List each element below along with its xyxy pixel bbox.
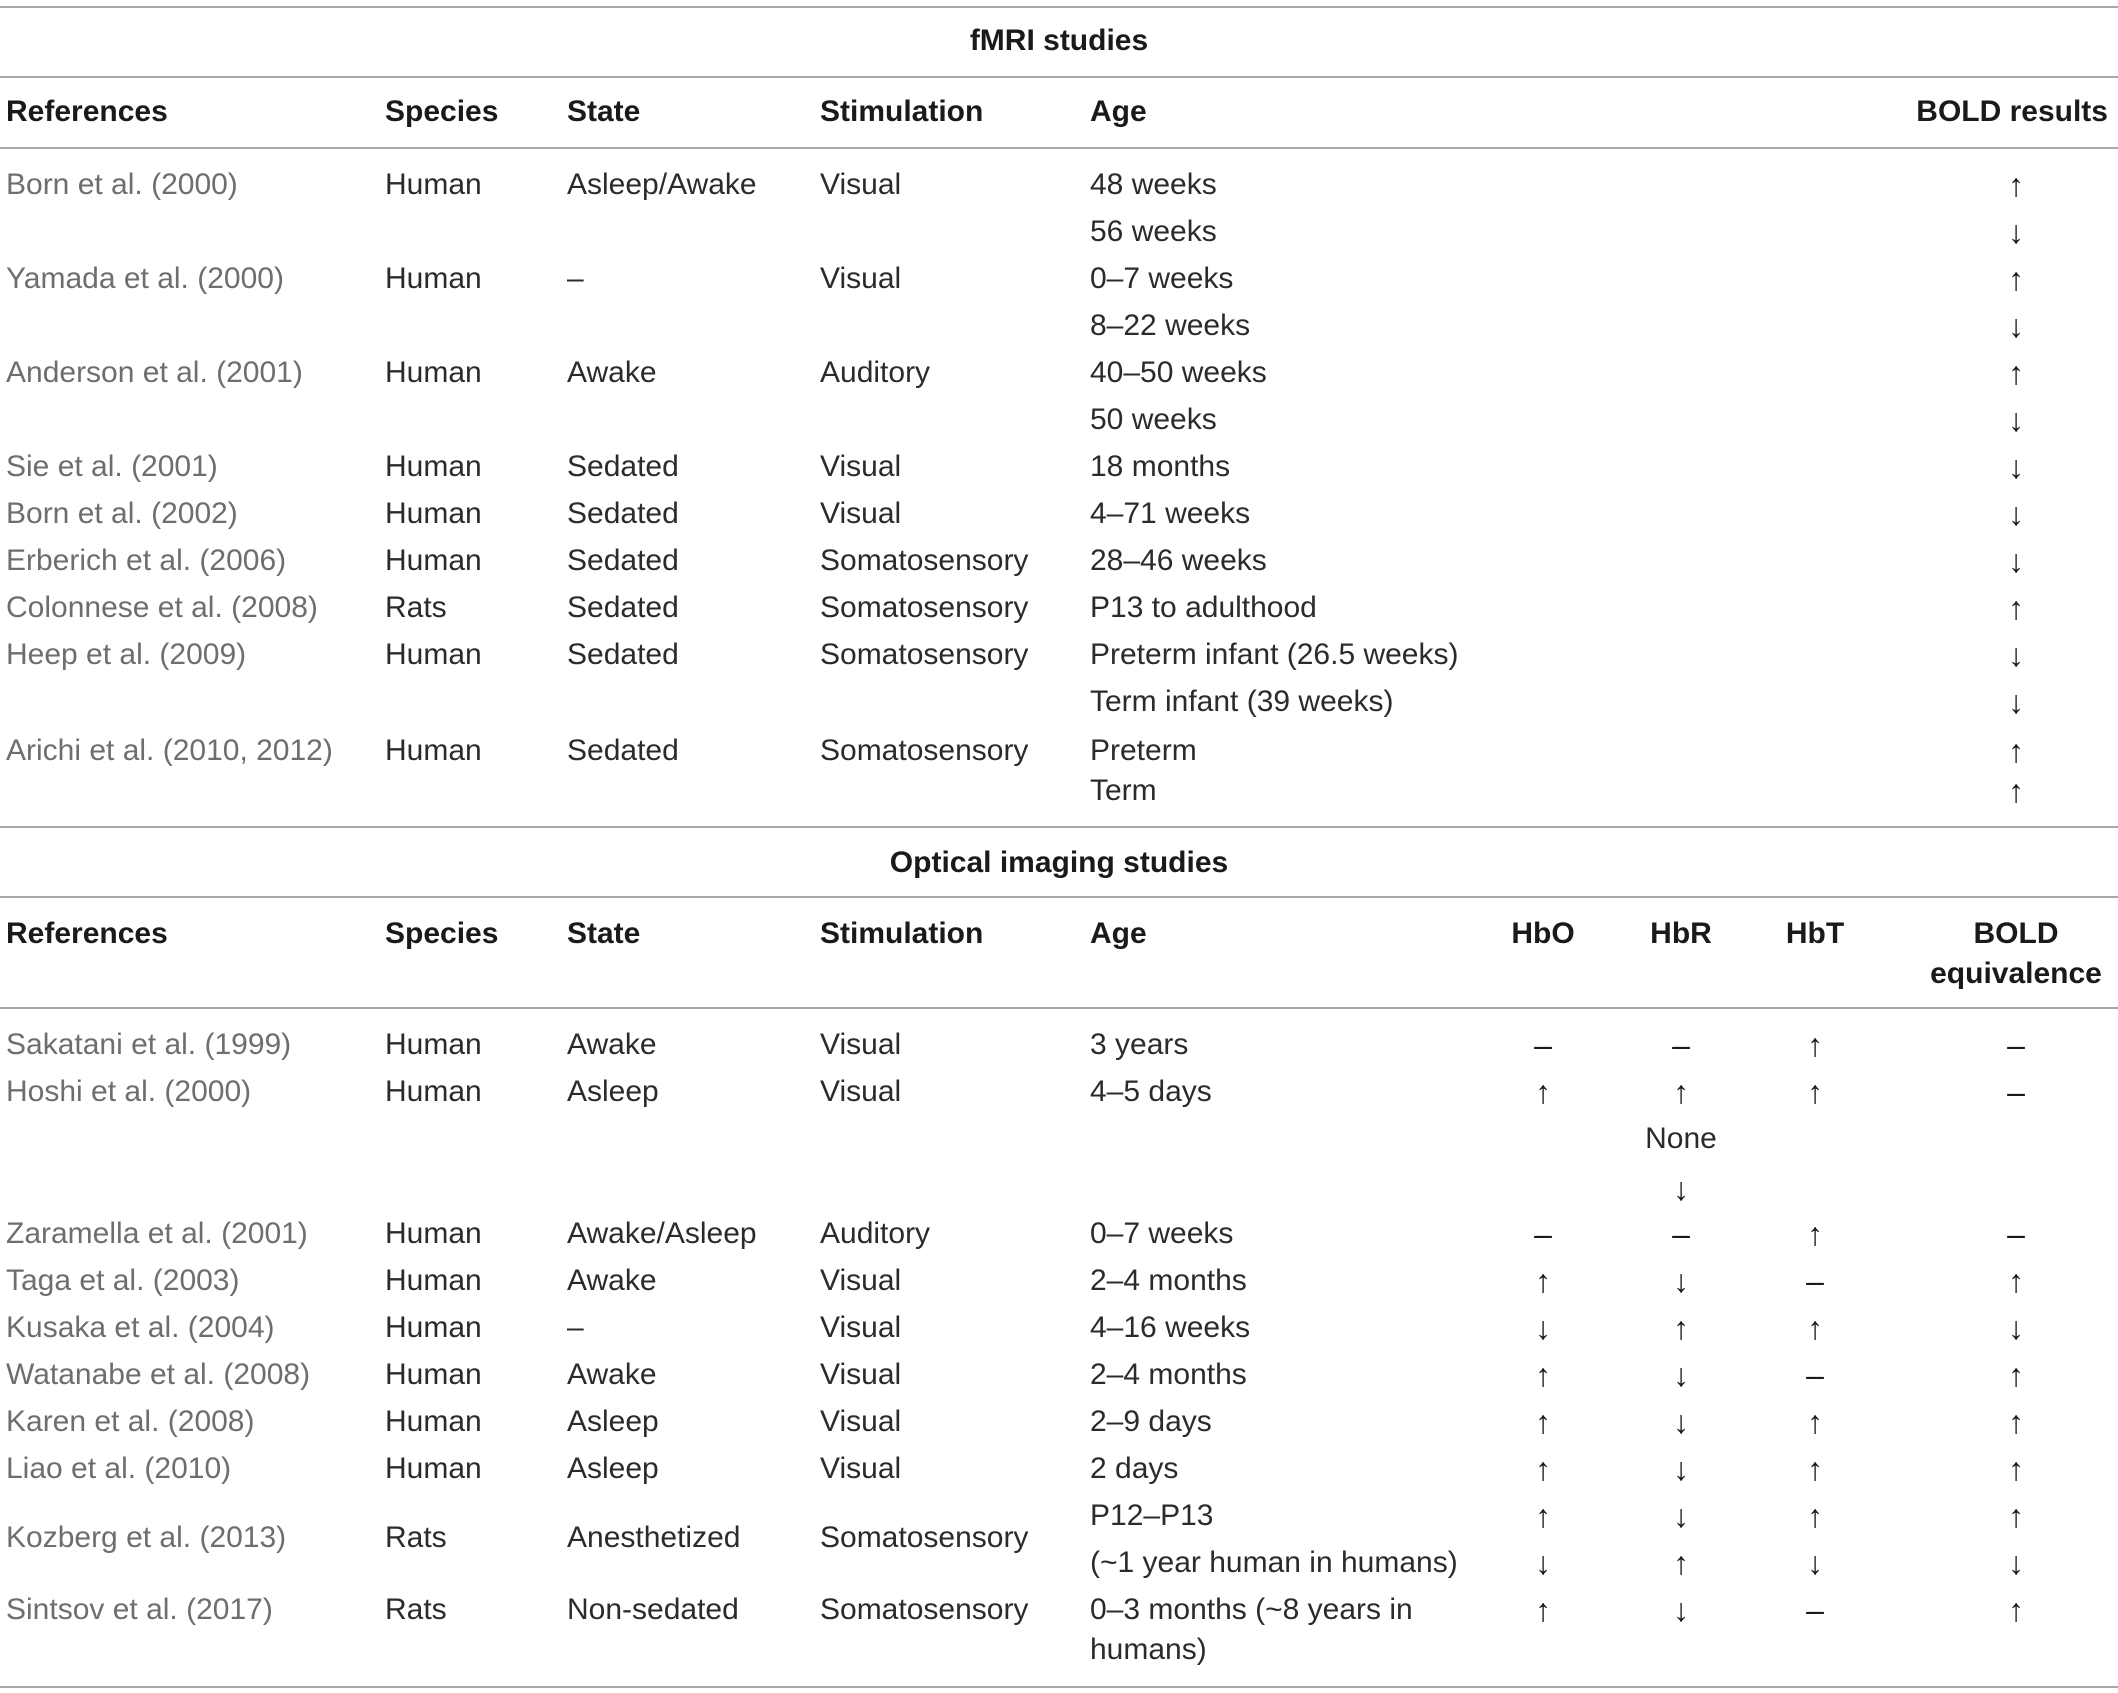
optical-header-bold-equivalence-line2: equivalence [1930, 957, 2102, 990]
cell-stimulation: Auditory [820, 356, 931, 389]
cell-bold-result: ↑ [2008, 733, 2024, 769]
cell-age: (~1 year human in humans) [1090, 1546, 1458, 1579]
cell-hbo: ↓ [1535, 1545, 1551, 1581]
cell-bold-result: ↓ [2008, 449, 2024, 485]
cell-reference: Sakatani et al. (1999) [6, 1028, 292, 1061]
cell-bold-result: ↓ [2008, 214, 2024, 250]
cell-age: 40–50 weeks [1090, 356, 1267, 389]
cell-species: Human [385, 1358, 482, 1391]
cell-bold-equivalence: ↑ [2008, 1357, 2024, 1393]
cell-bold-result: ↑ [2008, 773, 2024, 809]
cell-reference: Erberich et al. (2006) [6, 544, 287, 577]
cell-age: 2–9 days [1090, 1405, 1212, 1438]
cell-state: Asleep [567, 1452, 659, 1485]
cell-reference: Arichi et al. (2010, 2012) [6, 734, 333, 767]
cell-bold-equivalence: – [2007, 1074, 2025, 1110]
cell-state: Awake [567, 1028, 657, 1061]
cell-species: Human [385, 1311, 482, 1344]
cell-age: Preterm [1090, 734, 1197, 767]
optical-header-references: References [6, 917, 168, 950]
cell-species: Human [385, 1028, 482, 1061]
cell-hbt: ↑ [1807, 1451, 1823, 1487]
cell-age: 18 months [1090, 450, 1231, 483]
cell-bold-result: ↑ [2008, 167, 2024, 203]
cell-age: 4–71 weeks [1090, 497, 1251, 530]
cell-species: Rats [385, 1593, 447, 1626]
cell-state: Asleep [567, 1075, 659, 1108]
cell-bold-equivalence: ↑ [2008, 1404, 2024, 1440]
cell-hbo: ↑ [1535, 1357, 1551, 1393]
cell-reference: Kozberg et al. (2013) [6, 1521, 287, 1554]
cell-state: Sedated [567, 591, 679, 624]
cell-hbr: ↓ [1673, 1451, 1689, 1487]
section-divider-rule [0, 826, 2118, 828]
fmri-header-stimulation: Stimulation [820, 95, 984, 128]
cell-bold-result: ↓ [2008, 543, 2024, 579]
cell-hbt: ↑ [1807, 1074, 1823, 1110]
cell-stimulation: Somatosensory [820, 638, 1029, 671]
cell-state: Asleep [567, 1405, 659, 1438]
cell-bold-equivalence: ↑ [2008, 1498, 2024, 1534]
cell-species: Human [385, 262, 482, 295]
cell-age: 48 weeks [1090, 168, 1217, 201]
fmri-section-title: fMRI studies [969, 24, 1149, 57]
cell-age: P12–P13 [1090, 1499, 1214, 1532]
cell-stimulation: Somatosensory [820, 734, 1029, 767]
cell-bold-equivalence: ↑ [2008, 1592, 2024, 1628]
cell-reference: Taga et al. (2003) [6, 1264, 240, 1297]
cell-species: Human [385, 1405, 482, 1438]
cell-species: Human [385, 544, 482, 577]
cell-reference: Watanabe et al. (2008) [6, 1358, 311, 1391]
cell-hbr: ↓ [1673, 1404, 1689, 1440]
fmri-header-bold-results: BOLD results [1916, 95, 2108, 128]
cell-hbo: – [1534, 1216, 1552, 1252]
cell-bold-result: ↓ [2008, 402, 2024, 438]
cell-age: 50 weeks [1090, 403, 1217, 436]
cell-bold-result: ↓ [2008, 496, 2024, 532]
cell-bold-result: ↑ [2008, 261, 2024, 297]
cell-reference: Zaramella et al. (2001) [6, 1217, 308, 1250]
cell-stimulation: Visual [820, 1358, 902, 1391]
optical-header-age: Age [1090, 917, 1147, 950]
bottom-rule [0, 1686, 2118, 1688]
cell-bold-result: ↓ [2008, 308, 2024, 344]
cell-hbt: ↑ [1807, 1027, 1823, 1063]
cell-hbt: ↑ [1807, 1498, 1823, 1534]
cell-hbo: ↑ [1535, 1498, 1551, 1534]
cell-age: 3 years [1090, 1028, 1189, 1061]
cell-stimulation: Visual [820, 262, 902, 295]
cell-stimulation: Somatosensory [820, 544, 1029, 577]
cell-bold-result: ↑ [2008, 590, 2024, 626]
cell-reference: Kusaka et al. (2004) [6, 1311, 275, 1344]
cell-hbr: ↓ [1673, 1171, 1689, 1207]
cell-age: 2–4 months [1090, 1264, 1247, 1297]
cell-hbr: ↓ [1673, 1498, 1689, 1534]
cell-hbo: – [1534, 1027, 1552, 1063]
cell-state: Sedated [567, 544, 679, 577]
cell-age: 56 weeks [1090, 215, 1217, 248]
cell-reference: Yamada et al. (2000) [6, 262, 284, 295]
cell-bold-equivalence: – [2007, 1027, 2025, 1063]
cell-reference: Karen et al. (2008) [6, 1405, 255, 1438]
cell-state: Asleep/Awake [567, 168, 757, 201]
cell-species: Human [385, 168, 482, 201]
optical-header-hbr: HbR [1650, 917, 1712, 950]
cell-state: – [567, 1311, 584, 1344]
cell-stimulation: Visual [820, 168, 902, 201]
cell-state: Anesthetized [567, 1521, 741, 1554]
cell-bold-result: ↑ [2008, 355, 2024, 391]
cell-hbt: – [1806, 1263, 1824, 1299]
cell-hbr: ↑ [1673, 1545, 1689, 1581]
cell-state: Awake [567, 1264, 657, 1297]
cell-species: Rats [385, 591, 447, 624]
cell-reference: Sie et al. (2001) [6, 450, 218, 483]
cell-age: 8–22 weeks [1090, 309, 1251, 342]
cell-bold-equivalence: ↓ [2008, 1310, 2024, 1346]
cell-reference: Colonnese et al. (2008) [6, 591, 318, 624]
optical-header-hbt: HbT [1785, 917, 1845, 950]
cell-hbr: ↓ [1673, 1263, 1689, 1299]
cell-age: 0–7 weeks [1090, 1217, 1234, 1250]
optical-header-stimulation: Stimulation [820, 917, 984, 950]
cell-stimulation: Visual [820, 1028, 902, 1061]
cell-stimulation: Visual [820, 1311, 902, 1344]
cell-species: Human [385, 1075, 482, 1108]
cell-hbo: ↓ [1535, 1310, 1551, 1346]
cell-bold-equivalence: ↓ [2008, 1545, 2024, 1581]
cell-age: 0–7 weeks [1090, 262, 1234, 295]
cell-age: 4–5 days [1090, 1075, 1212, 1108]
cell-age: humans) [1090, 1633, 1207, 1666]
cell-bold-equivalence: ↑ [2008, 1451, 2024, 1487]
cell-hbo: ↑ [1535, 1404, 1551, 1440]
cell-state: Awake [567, 1358, 657, 1391]
cell-bold-result: ↓ [2008, 637, 2024, 673]
fmri-header-rule [0, 147, 2118, 149]
cell-stimulation: Visual [820, 1264, 902, 1297]
cell-bold-equivalence: ↑ [2008, 1263, 2024, 1299]
cell-hbr: None [1645, 1122, 1717, 1155]
cell-age: Term [1090, 774, 1157, 807]
cell-species: Human [385, 450, 482, 483]
cell-reference: Anderson et al. (2001) [6, 356, 303, 389]
cell-reference: Hoshi et al. (2000) [6, 1075, 252, 1108]
fmri-header-species: Species [385, 95, 499, 128]
cell-stimulation: Somatosensory [820, 1593, 1029, 1626]
fmri-header-age: Age [1090, 95, 1147, 128]
cell-age: 2–4 months [1090, 1358, 1247, 1391]
cell-hbo: ↑ [1535, 1592, 1551, 1628]
fmri-title-rule [0, 76, 2118, 78]
cell-hbr: ↓ [1673, 1592, 1689, 1628]
cell-age: 0–3 months (~8 years in [1090, 1593, 1413, 1626]
cell-state: Sedated [567, 638, 679, 671]
cell-reference: Born et al. (2002) [6, 497, 238, 530]
cell-stimulation: Visual [820, 1075, 902, 1108]
fmri-header-state: State [567, 95, 641, 128]
cell-reference: Liao et al. (2010) [6, 1452, 232, 1485]
cell-state: Awake/Asleep [567, 1217, 757, 1250]
optical-title-rule [0, 896, 2118, 898]
optical-section-title: Optical imaging studies [889, 846, 1229, 879]
cell-bold-equivalence: – [2007, 1216, 2025, 1252]
cell-state: Sedated [567, 497, 679, 530]
cell-hbo: ↑ [1535, 1263, 1551, 1299]
cell-state: – [567, 262, 584, 295]
cell-hbt: – [1806, 1592, 1824, 1628]
cell-hbt: ↓ [1807, 1545, 1823, 1581]
cell-age: Term infant (39 weeks) [1090, 685, 1394, 718]
cell-stimulation: Visual [820, 1452, 902, 1485]
cell-state: Sedated [567, 450, 679, 483]
cell-hbr: – [1672, 1027, 1690, 1063]
cell-hbt: ↑ [1807, 1310, 1823, 1346]
optical-header-species: Species [385, 917, 499, 950]
cell-stimulation: Somatosensory [820, 1521, 1029, 1554]
cell-species: Human [385, 356, 482, 389]
cell-reference: Sintsov et al. (2017) [6, 1593, 273, 1626]
cell-species: Rats [385, 1521, 447, 1554]
cell-state: Awake [567, 356, 657, 389]
cell-age: Preterm infant (26.5 weeks) [1090, 638, 1459, 671]
cell-age: 28–46 weeks [1090, 544, 1267, 577]
cell-bold-result: ↓ [2008, 684, 2024, 720]
cell-hbr: ↑ [1673, 1310, 1689, 1346]
optical-header-state: State [567, 917, 641, 950]
cell-species: Human [385, 497, 482, 530]
cell-species: Human [385, 1217, 482, 1250]
cell-stimulation: Visual [820, 1405, 902, 1438]
cell-state: Sedated [567, 734, 679, 767]
cell-reference: Born et al. (2000) [6, 168, 238, 201]
cell-stimulation: Somatosensory [820, 591, 1029, 624]
cell-hbr: – [1672, 1216, 1690, 1252]
cell-stimulation: Visual [820, 497, 902, 530]
cell-stimulation: Auditory [820, 1217, 931, 1250]
cell-species: Human [385, 1264, 482, 1297]
cell-species: Human [385, 1452, 482, 1485]
cell-hbt: ↑ [1807, 1216, 1823, 1252]
cell-reference: Heep et al. (2009) [6, 638, 247, 671]
cell-species: Human [385, 734, 482, 767]
top-rule [0, 6, 2118, 8]
optical-header-bold-equivalence-line1: BOLD [1973, 917, 2059, 950]
cell-age: 4–16 weeks [1090, 1311, 1251, 1344]
cell-stimulation: Visual [820, 450, 902, 483]
fmri-header-references: References [6, 95, 168, 128]
cell-hbo: ↑ [1535, 1451, 1551, 1487]
cell-hbr: ↑ [1673, 1074, 1689, 1110]
cell-hbt: ↑ [1807, 1404, 1823, 1440]
cell-age: P13 to adulthood [1090, 591, 1317, 624]
cell-species: Human [385, 638, 482, 671]
cell-hbo: ↑ [1535, 1074, 1551, 1110]
optical-header-hbo: HbO [1511, 917, 1575, 950]
optical-header-rule [0, 1007, 2118, 1009]
cell-age: 2 days [1090, 1452, 1179, 1485]
cell-hbr: ↓ [1673, 1357, 1689, 1393]
cell-state: Non-sedated [567, 1593, 739, 1626]
cell-hbt: – [1806, 1357, 1824, 1393]
